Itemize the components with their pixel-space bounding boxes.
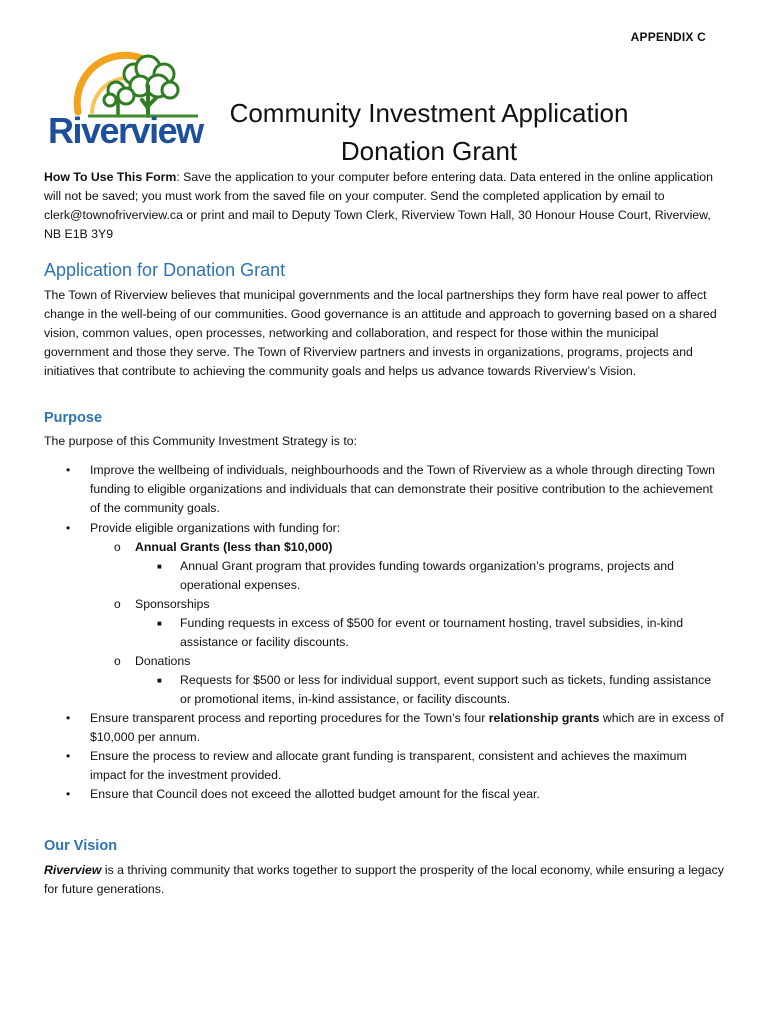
vision-heading: Our Vision [44,838,118,854]
square-bullet-icon: ■ [157,676,162,685]
purpose-item-1: Improve the wellbeing of individuals, neighbourhoods and the Town of Riverview as a whole through directing Town funding to eligible organizations and individuals that can demonstrate their positive contribution to the achievement of the community goals. [90,463,716,515]
title-line-1: Community Investment Application [229,98,629,128]
list-item [44,614,724,652]
vision-lead: Riverview [44,863,102,877]
purpose-item-4: Ensure the process to review and allocate grant funding is transparent, consistent and achieves the maximum impact for the investment provided. [90,749,687,782]
how-to-paragraph [44,168,724,244]
purpose-item-3 [90,711,724,744]
annual-grants-text: Annual Grant program that provides funding towards organization’s programs, projects and operational expenses. [180,559,674,592]
annual-grants-label: Annual Grants (less than $10,000) [135,540,333,554]
how-to-label: How To Use This Form [44,170,177,184]
riverview-logo [48,50,206,152]
donations-text: Requests for $500 or less for individual support, event support such as tickets, funding assistance or promotional items, in-kind assistance, or facility discounts. [180,673,712,706]
list-item [44,519,724,538]
donations-label: Donations [135,654,191,668]
vision-text: is a thriving community that works together to support the prosperity of the local economy, while ensuring a legacy for future generations. [44,863,724,896]
application-paragraph: The Town of Riverview believes that municipal governments and the local partnerships they form have real power to affect change in the well-being of our communities. Good governance is an attitude and approach to governing based on a shared vision, common values, open processes, networking and collaboration, and respect for those within the municipal government and those they serve. The Town of Riverview partners and invests in organizations, programs, projects and initiatives that contribute to achieving the community goals and helps us advance towards Riverview’s Vision. [44,288,717,378]
purpose-item-3-pre: Ensure transparent process and reporting procedures for the Town’s four [90,711,489,725]
purpose-intro: The purpose of this Community Investment Strategy is to: [44,434,358,448]
list-item [44,709,724,747]
appendix-label: APPENDIX C [630,30,706,44]
list-item [44,671,724,709]
circle-bullet-icon: o [114,540,121,554]
list-item [44,461,724,518]
square-bullet-icon: ■ [157,619,162,628]
list-item [44,595,724,614]
purpose-heading: Purpose [44,410,103,426]
list-item [44,538,724,557]
list-item [44,652,724,671]
bullet-icon: • [66,787,71,801]
bullet-icon: • [66,521,71,535]
vision-paragraph [44,861,724,899]
page-title [214,94,644,170]
relationship-grants-text: relationship grants [488,711,600,725]
sponsorships-text: Funding requests in excess of $500 for event or tournament hosting, travel subsidies, in-kind assistance or facility discounts. [180,616,684,649]
logo-wordmark: Riverview [48,110,203,151]
bullet-icon: • [66,711,71,725]
list-item [44,747,724,785]
square-bullet-icon: ■ [157,562,162,571]
how-to-text: : Save the application to your computer before entering data. Data entered in the online application will not be saved; you must work from the saved file on your computer. Send the completed application by email to clerk@townofriverview.ca or print and mail to Deputy Town Clerk, Riverview Town Hall, 30 Honour House Court, Riverview, NB E1B 3Y9 [44,170,713,241]
purpose-item-2: Provide eligible organizations with funding for: [90,521,341,535]
sponsorships-label: Sponsorships [135,597,210,611]
purpose-list [44,461,724,804]
purpose-item-3-post: which are in excess of $10,000 per annum. [90,711,724,744]
list-item [44,785,724,804]
title-line-2: Donation Grant [340,136,518,166]
bullet-icon: • [66,463,71,477]
bullet-icon: • [66,749,71,763]
purpose-item-5: Ensure that Council does not exceed the allotted budget amount for the fiscal year. [90,787,540,801]
circle-bullet-icon: o [114,654,121,668]
application-heading: Application for Donation Grant [44,260,286,280]
list-item [44,557,724,595]
circle-bullet-icon: o [114,597,121,611]
